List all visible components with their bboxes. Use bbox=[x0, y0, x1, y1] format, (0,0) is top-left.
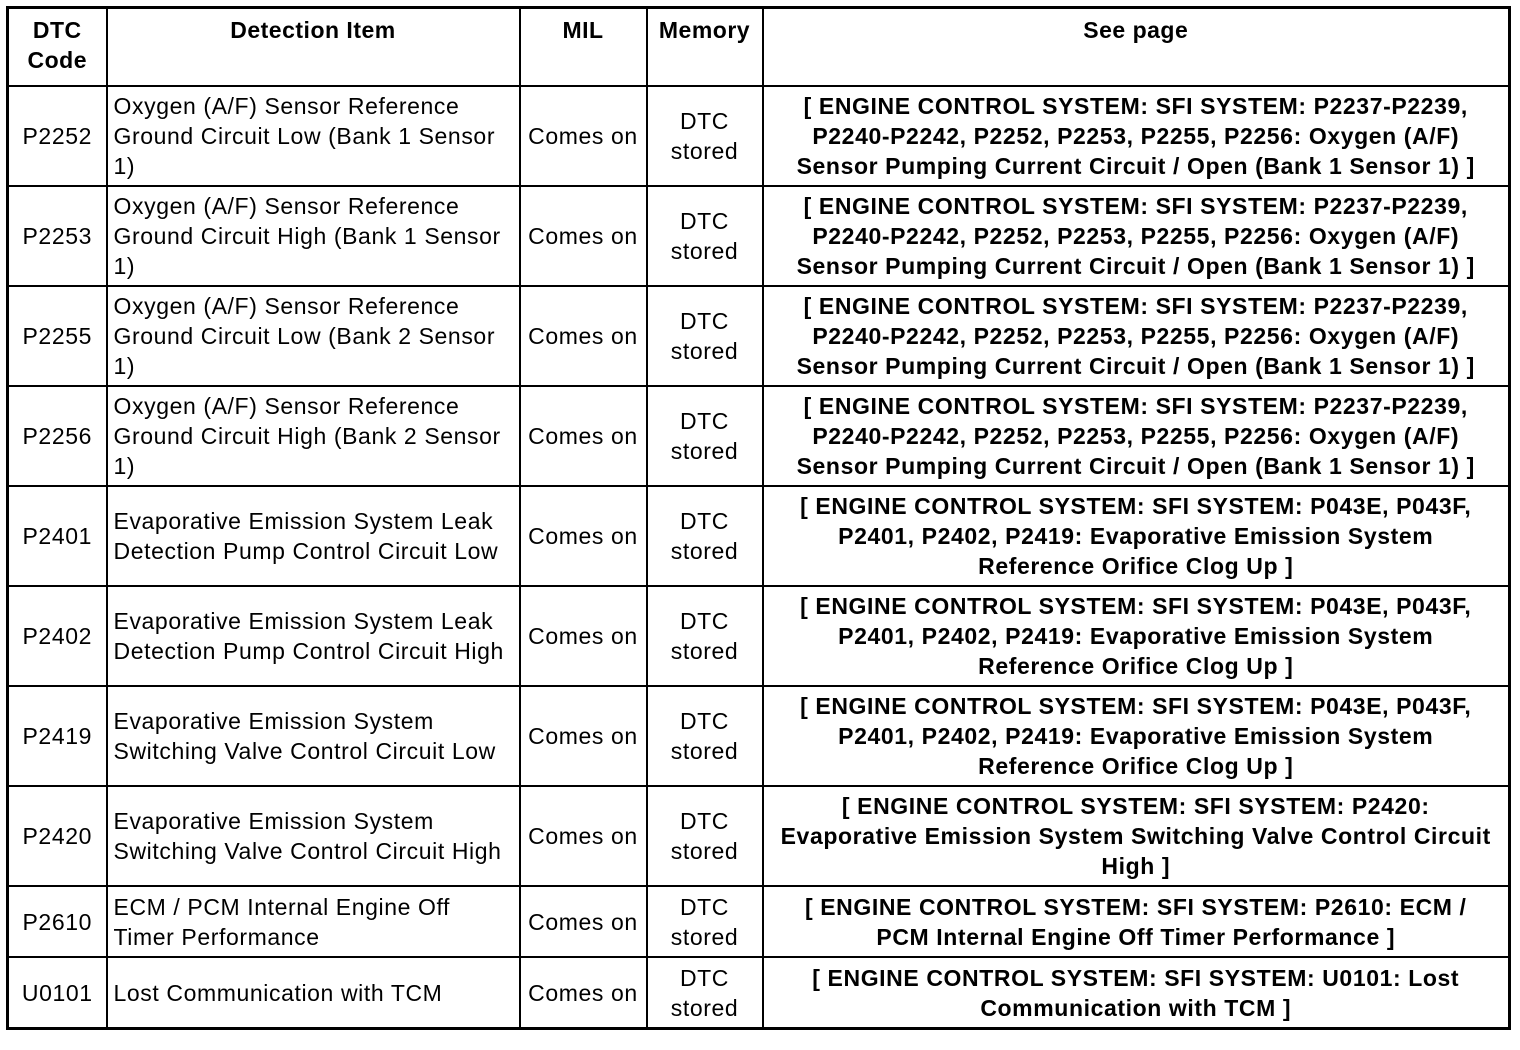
dtc-code-cell: P2401 bbox=[8, 486, 107, 586]
see-page-cell: [ ENGINE CONTROL SYSTEM: SFI SYSTEM: P2237-P2239, P2240-P2242, P2252, P2253, P2255, P2256: Oxygen (A/F) Sensor Pumping Current Circuit / Open (Bank 1 Sensor 1) ] bbox=[763, 386, 1510, 486]
table-row bbox=[8, 186, 1510, 286]
see-page-cell: [ ENGINE CONTROL SYSTEM: SFI SYSTEM: P043E, P043F, P2401, P2402, P2419: Evaporative Emission System Reference Orifice Clog Up ] bbox=[763, 486, 1510, 586]
see-page-cell: [ ENGINE CONTROL SYSTEM: SFI SYSTEM: P043E, P043F, P2401, P2402, P2419: Evaporative Emission System Reference Orifice Clog Up ] bbox=[763, 586, 1510, 686]
detection-item-cell: Evaporative Emission System Leak Detection Pump Control Circuit Low bbox=[107, 486, 520, 586]
detection-item-cell: Evaporative Emission System Switching Valve Control Circuit High bbox=[107, 786, 520, 886]
memory-cell: DTC stored bbox=[647, 286, 763, 386]
header-detection-item: Detection Item bbox=[107, 8, 520, 87]
dtc-table bbox=[6, 6, 1511, 1030]
detection-item-cell: Oxygen (A/F) Sensor Reference Ground Circuit Low (Bank 2 Sensor 1) bbox=[107, 286, 520, 386]
detection-item-cell: Oxygen (A/F) Sensor Reference Ground Circuit Low (Bank 1 Sensor 1) bbox=[107, 86, 520, 186]
see-page-cell: [ ENGINE CONTROL SYSTEM: SFI SYSTEM: P043E, P043F, P2401, P2402, P2419: Evaporative Emission System Reference Orifice Clog Up ] bbox=[763, 686, 1510, 786]
mil-cell: Comes on bbox=[520, 486, 647, 586]
detection-item-cell: Evaporative Emission System Switching Valve Control Circuit Low bbox=[107, 686, 520, 786]
mil-cell: Comes on bbox=[520, 786, 647, 886]
detection-item-cell: Oxygen (A/F) Sensor Reference Ground Circuit High (Bank 2 Sensor 1) bbox=[107, 386, 520, 486]
mil-cell: Comes on bbox=[520, 886, 647, 957]
table-row bbox=[8, 886, 1510, 957]
table-row bbox=[8, 486, 1510, 586]
memory-cell: DTC stored bbox=[647, 86, 763, 186]
memory-cell: DTC stored bbox=[647, 186, 763, 286]
memory-cell: DTC stored bbox=[647, 686, 763, 786]
see-page-cell: [ ENGINE CONTROL SYSTEM: SFI SYSTEM: P2237-P2239, P2240-P2242, P2252, P2253, P2255, P2256: Oxygen (A/F) Sensor Pumping Current Circuit / Open (Bank 1 Sensor 1) ] bbox=[763, 286, 1510, 386]
dtc-code-cell: P2420 bbox=[8, 786, 107, 886]
table-row bbox=[8, 786, 1510, 886]
memory-cell: DTC stored bbox=[647, 486, 763, 586]
dtc-code-cell: P2256 bbox=[8, 386, 107, 486]
table-row bbox=[8, 86, 1510, 186]
memory-cell: DTC stored bbox=[647, 386, 763, 486]
header-dtc-code: DTC Code bbox=[8, 8, 107, 87]
table-row bbox=[8, 286, 1510, 386]
mil-cell: Comes on bbox=[520, 286, 647, 386]
dtc-code-cell: P2402 bbox=[8, 586, 107, 686]
mil-cell: Comes on bbox=[520, 957, 647, 1029]
detection-item-cell: ECM / PCM Internal Engine Off Timer Performance bbox=[107, 886, 520, 957]
see-page-cell: [ ENGINE CONTROL SYSTEM: SFI SYSTEM: P2237-P2239, P2240-P2242, P2252, P2253, P2255, P2256: Oxygen (A/F) Sensor Pumping Current Circuit / Open (Bank 1 Sensor 1) ] bbox=[763, 86, 1510, 186]
dtc-code-cell: P2252 bbox=[8, 86, 107, 186]
see-page-cell: [ ENGINE CONTROL SYSTEM: SFI SYSTEM: P2420: Evaporative Emission System Switching Valve Control Circuit High ] bbox=[763, 786, 1510, 886]
dtc-code-cell: P2610 bbox=[8, 886, 107, 957]
table-row bbox=[8, 957, 1510, 1029]
header-see-page: See page bbox=[763, 8, 1510, 87]
header-row bbox=[8, 8, 1510, 87]
header-memory: Memory bbox=[647, 8, 763, 87]
memory-cell: DTC stored bbox=[647, 586, 763, 686]
see-page-cell: [ ENGINE CONTROL SYSTEM: SFI SYSTEM: P2237-P2239, P2240-P2242, P2252, P2253, P2255, P2256: Oxygen (A/F) Sensor Pumping Current Circuit / Open (Bank 1 Sensor 1) ] bbox=[763, 186, 1510, 286]
header-mil: MIL bbox=[520, 8, 647, 87]
memory-cell: DTC stored bbox=[647, 786, 763, 886]
mil-cell: Comes on bbox=[520, 86, 647, 186]
see-page-cell: [ ENGINE CONTROL SYSTEM: SFI SYSTEM: U0101: Lost Communication with TCM ] bbox=[763, 957, 1510, 1029]
dtc-code-cell: P2253 bbox=[8, 186, 107, 286]
detection-item-cell: Oxygen (A/F) Sensor Reference Ground Circuit High (Bank 1 Sensor 1) bbox=[107, 186, 520, 286]
table-row bbox=[8, 586, 1510, 686]
detection-item-cell: Lost Communication with TCM bbox=[107, 957, 520, 1029]
table-row bbox=[8, 386, 1510, 486]
detection-item-cell: Evaporative Emission System Leak Detection Pump Control Circuit High bbox=[107, 586, 520, 686]
dtc-code-cell: P2419 bbox=[8, 686, 107, 786]
memory-cell: DTC stored bbox=[647, 957, 763, 1029]
mil-cell: Comes on bbox=[520, 386, 647, 486]
mil-cell: Comes on bbox=[520, 186, 647, 286]
table-row bbox=[8, 686, 1510, 786]
memory-cell: DTC stored bbox=[647, 886, 763, 957]
dtc-code-cell: P2255 bbox=[8, 286, 107, 386]
dtc-code-cell: U0101 bbox=[8, 957, 107, 1029]
mil-cell: Comes on bbox=[520, 686, 647, 786]
mil-cell: Comes on bbox=[520, 586, 647, 686]
see-page-cell: [ ENGINE CONTROL SYSTEM: SFI SYSTEM: P2610: ECM / PCM Internal Engine Off Timer Performance ] bbox=[763, 886, 1510, 957]
